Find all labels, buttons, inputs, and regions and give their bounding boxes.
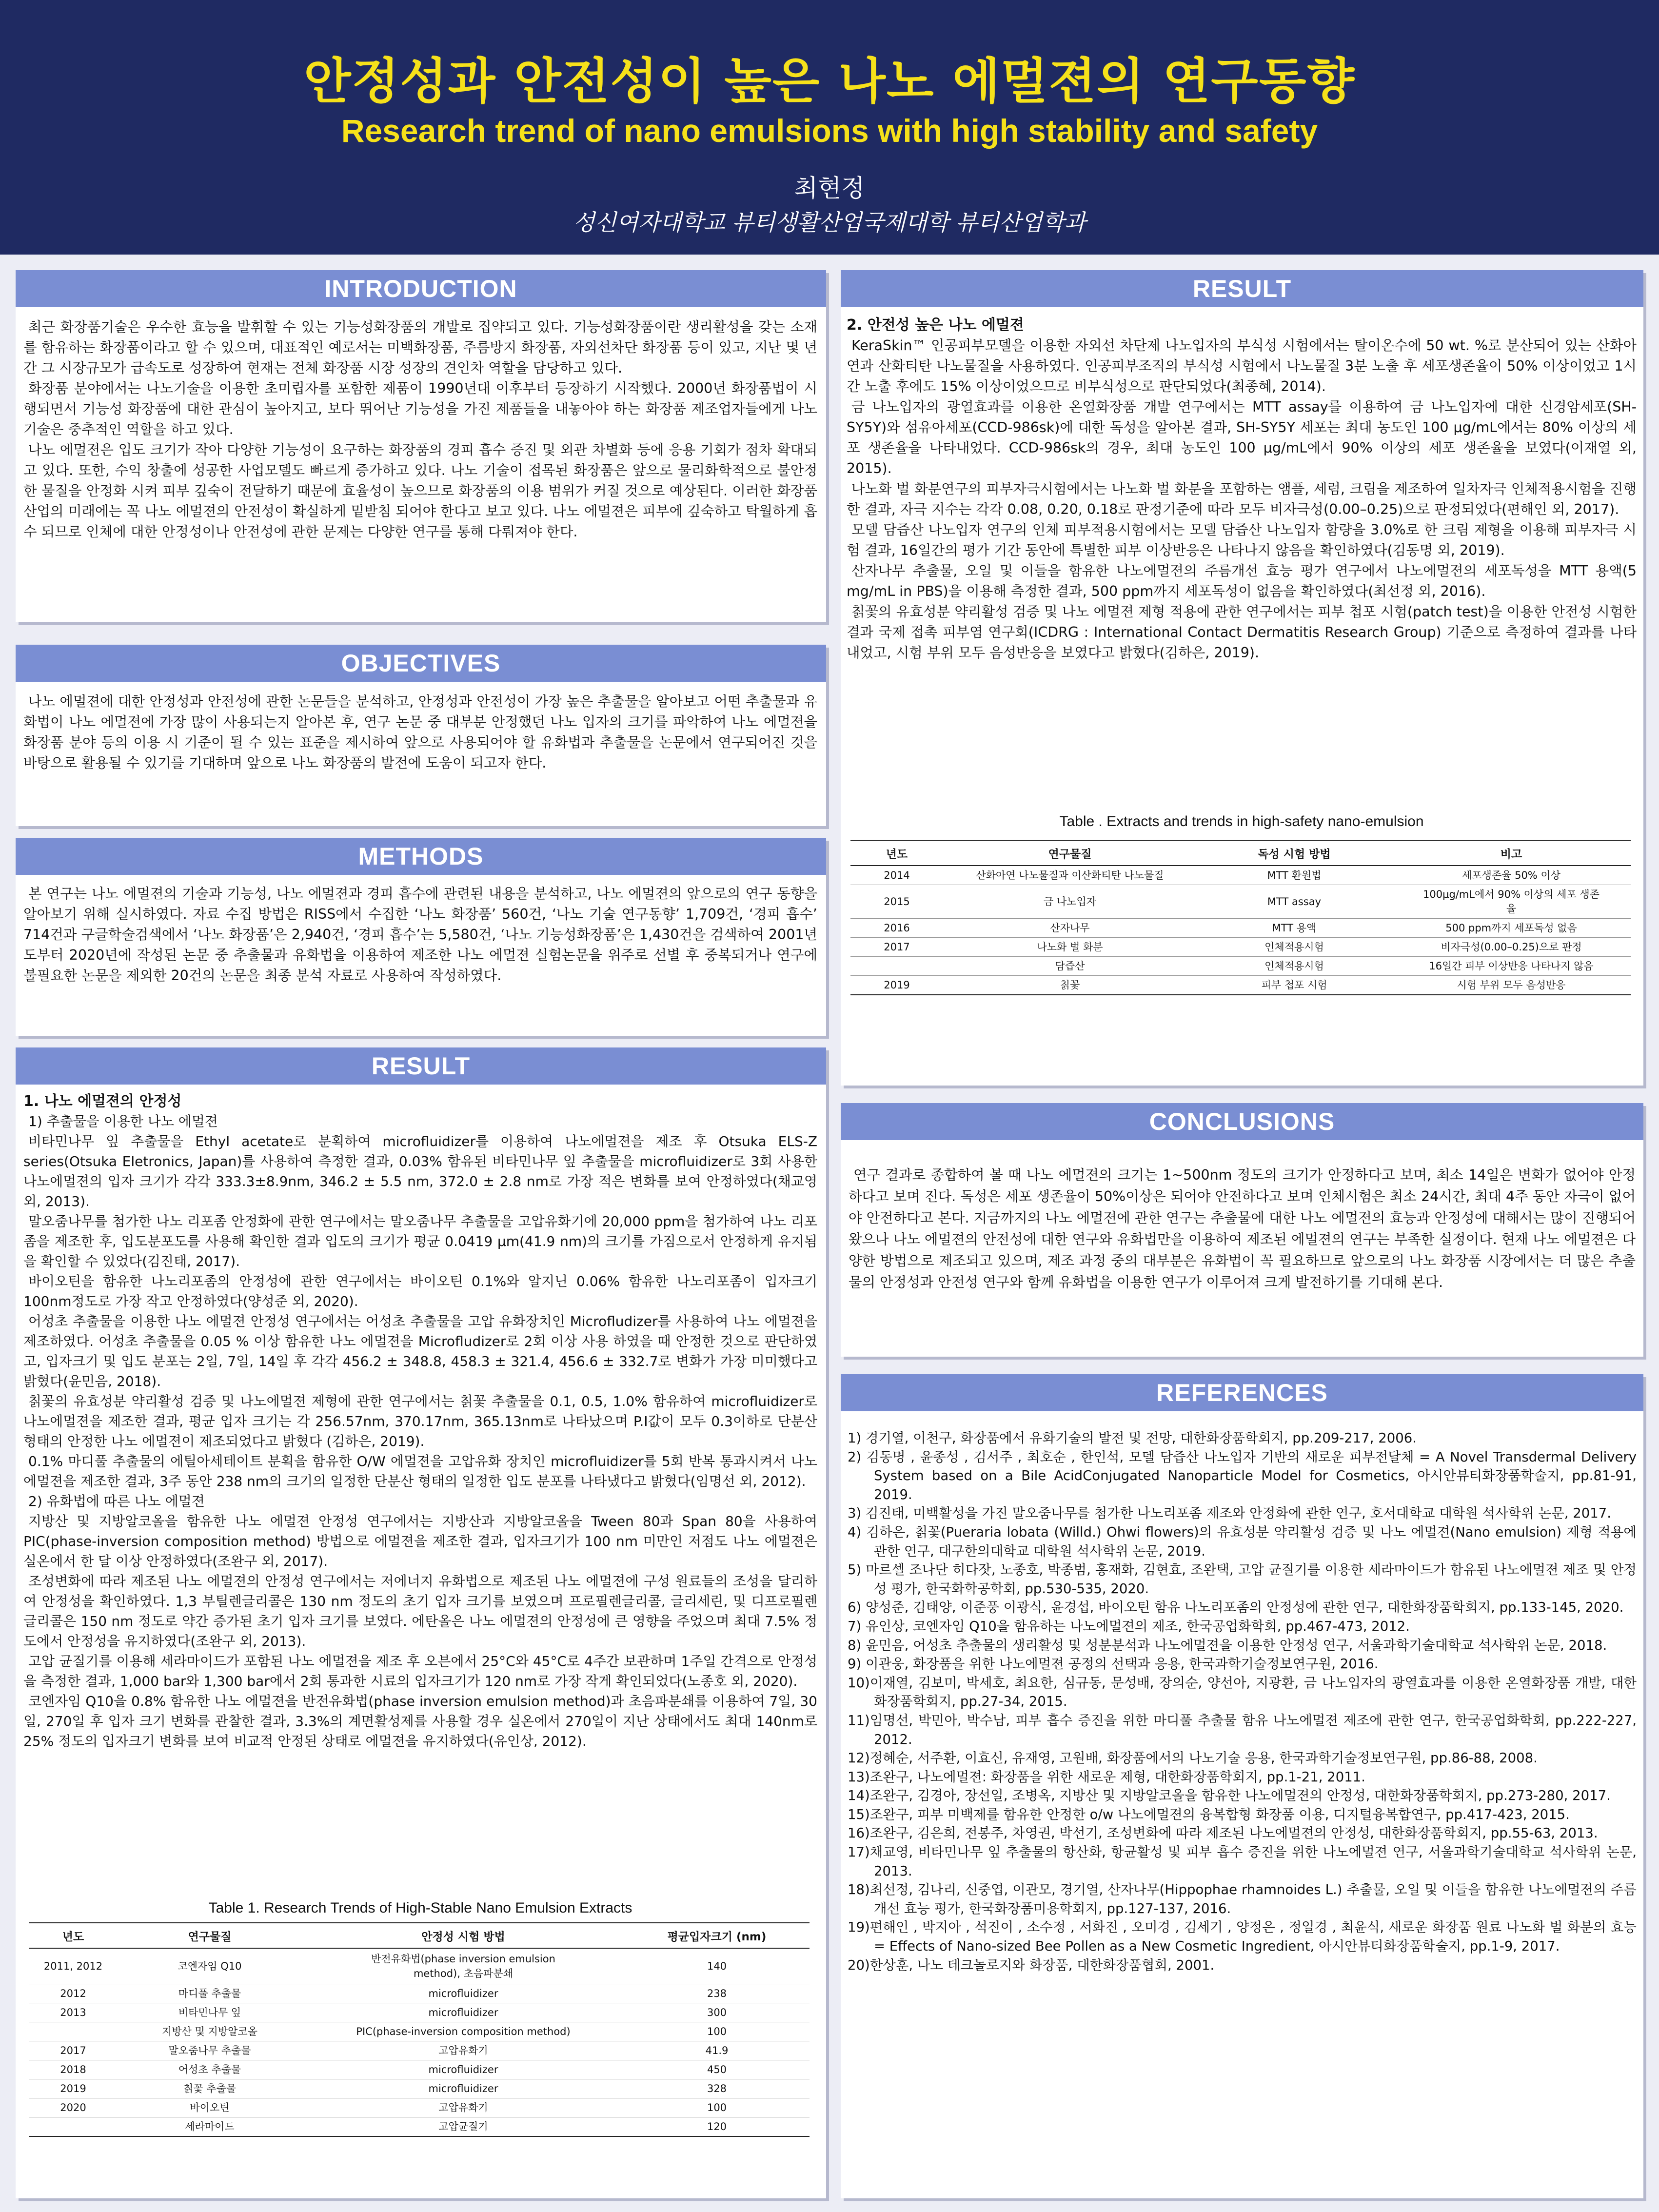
result-section-title: 2. 안전성 높은 나노 에멀젼 (847, 316, 1024, 334)
result-paragraph: 조성변화에 따라 제조된 나노 에멀젼의 안정성 연구에서는 저에너지 유화법으로 제조된 나노 에멀젼에 구성 원료들의 조성을 달리하여 안정성을 확인하였다. 1,3 부틸렌글리콜은 130 nm 정도의 초기 입자 크기를 보였으며 프로필렌글리콜, 글리세린, 및 디프로필렌글리콜은 150 nm 정도로 약간 증가된 초기 입자 크기를 보였다. 에탄올은 나노 에멀젼의 안정성에 큰 영향을 주었으며 최대 7.5% 정도에서 안정성을 유지하였다(조완구 외, 2013). (23, 1573, 817, 1649)
table-cell: 고압유화기 (302, 2041, 624, 2060)
objectives-paragraph: 나노 에멀젼에 대한 안정성과 안전성에 관한 논문들을 분석하고, 안정성과 안전성이 가장 높은 추출물을 알아보고 어떤 추출물과 유화법이 나노 에멀젼에 가장 많이 사용되는지 알아본 후, 연구 논문 중 대부분 안정했던 나노 입자의 크기를 파악하여 나노 에멀젼을 화장품 분야 등의 이용 시 기준이 될 수 있는 표준을 제시하여 앞으로 사용되어야 할 유화법과 추출물을 논문에서 연구되어진 것을 바탕으로 활용될 수 있기를 기대하며 앞으로 나노 화장품의 발전에 도움이 되고자 한다. (23, 693, 817, 771)
table-cell: microfluidizer (302, 2060, 624, 2079)
table-cell: microfluidizer (302, 2003, 624, 2022)
reference-item: 13)조완구, 나노에멀젼: 화장품을 위한 새로운 제형, 대한화장품학회지, pp.1-21, 2011. (848, 1769, 1365, 1785)
table-cell: 비자극성(0.00–0.25)으로 판정 (1392, 938, 1631, 957)
table-cell: 칡꽃 (943, 976, 1197, 995)
table-cell: 2013 (29, 2003, 117, 2022)
table-cell: PIC(phase-inversion composition method) (302, 2022, 624, 2041)
conclusions-body (849, 1165, 1636, 1293)
table-header-row (850, 840, 1631, 866)
table-cell: 2016 (850, 919, 943, 938)
table-cell: 산화아연 나노물질과 이산화티탄 나노물질 (943, 866, 1197, 885)
methods-heading: METHODS (16, 838, 826, 875)
result-paragraph: 지방산 및 지방알코올을 함유한 나노 에멀젼 안정성 연구에서는 지방산과 지방알코올을 Tween 80과 Span 80을 사용하여 PIC(phase-inversion composition method) 방법으로 에멀젼을 제조한 결과, 입자크기가 100 nm 미만인 저점도 나노 에멀젼은 실온에서 한 달 이상 안정하였다(조완구 외, 2017). (23, 1513, 817, 1569)
table-cell: 담즙산 (943, 957, 1197, 976)
table-cell: MTT 환원법 (1197, 866, 1392, 885)
result-subsection-title: 1) 추출물을 이용한 나노 에멀젼 (28, 1113, 218, 1129)
introduction-heading: INTRODUCTION (16, 270, 826, 307)
table-cell: 2020 (29, 2098, 117, 2117)
objectives-heading: OBJECTIVES (16, 645, 826, 682)
title-english: Research trend of nano emulsions with high stability and safety (341, 113, 1318, 149)
reference-item: 10)이재열, 김보미, 박세호, 최요한, 심규동, 문성배, 장의순, 양선아, 지광환, 금 나노입자의 광열효과를 이용한 온열화장품 개발, 대한화장품학회지, pp.27-34, 2015. (848, 1675, 1637, 1710)
table-header-cell: 평균입자크기 (nm) (624, 1923, 810, 1948)
table-cell: 2012 (29, 1984, 117, 2003)
table-cell: 2017 (850, 938, 943, 957)
result-paragraph: 모델 담즙산 나노입자 연구의 인체 피부적용시험에서는 모델 담즙산 나노입자 함량을 3.0%로 한 크림 제형을 이용해 피부자극 시험 결과, 16일간의 평가 기간 동안에 특별한 피부 이상반응은 나타나지 않음을 확인하였다(김동명 외, 2019). (847, 522, 1637, 558)
table-row (850, 866, 1631, 885)
table-header-cell: 년도 (850, 840, 943, 866)
table-row (850, 938, 1631, 957)
reference-item: 15)조완구, 피부 미백제를 함유한 안정한 o/w 나노에멀젼의 융복합형 화장품 이용, 디지털융복합연구, pp.417-423, 2015. (848, 1806, 1570, 1822)
table-row (29, 2022, 810, 2041)
table2 (850, 840, 1631, 995)
result-paragraph: 어성초 추출물을 이용한 나노 에멀젼 안정성 연구에서는 어성초 추출물을 고압 유화장치인 Microfludizer를 사용하여 나노 에멀젼을 제조하였다. 어성초 추출물을 0.05 % 이상 함유한 나노 에멀젼을 Microfludizer로 2회 이상 사용 하였을 때 안정한 것으로 판단하였고, 입자크기 및 입도 분포는 2일, 7일, 14일 후 각각 456.2 ± 348.8, 458.3 ± 321.4, 456.6 ± 332.7로 변화가 가장 미미했다고 밝혔다(윤민음, 2018). (23, 1313, 817, 1389)
table-cell: 120 (624, 2117, 810, 2137)
table-cell: 500 ppm까지 세포독성 없음 (1392, 919, 1631, 938)
table-cell: 비타민나무 잎 (117, 2003, 302, 2022)
table-row (29, 2079, 810, 2098)
table-header-cell: 안정성 시험 방법 (302, 1923, 624, 1948)
table-cell: 바이오틴 (117, 2098, 302, 2117)
reference-item: 12)정혜순, 서주환, 이효신, 유재영, 고원배, 화장품에서의 나노기술 응용, 한국과학기술정보연구원, pp.86-88, 2008. (848, 1750, 1538, 1766)
table-row (29, 1948, 810, 1984)
table-row (29, 2003, 810, 2022)
reference-item: 4) 김하은, 칡꽃(Pueraria lobata (Willd.) Ohwi flowers)의 유효성분 약리활성 검증 및 나노 에멀젼(Nano emulsion) 제형 적용에 관한 연구, 대구한의대학교 대학원 석사학위 논문, 2019. (848, 1524, 1637, 1559)
table-cell: 나노화 벌 화분 (943, 938, 1197, 957)
table-row (29, 2117, 810, 2137)
result-paragraph: 바이오틴을 함유한 나노리포좀의 안정성에 관한 연구에서는 바이오틴 0.1%와 알지닌 0.06% 함유한 나노리포좀이 입자크기 100nm정도로 가장 작고 안정하였다(양성준 외, 2020). (23, 1273, 817, 1309)
result-left-body (23, 1091, 817, 1751)
introduction-paragraph: 최근 화장품기술은 우수한 효능을 발휘할 수 있는 기능성화장품의 개발로 집약되고 있다. 기능성화장품이란 생리활성을 갖는 소재를 함유하는 화장품이라고 할 수 있으며, 대표적인 예로서는 미백화장품, 주름방지 화장품, 자외선차단 화장품 등이 있고, 지난 몇 년간 그 시장규모가 급속도로 성장하여 현재는 전체 화장품 시장 성장의 견인차 역할을 담당하고 있다. (23, 319, 817, 376)
reference-item: 8) 윤민음, 어성초 추출물의 생리활성 및 성분분석과 나노에멀젼을 이용한 안정성 연구, 서울과학기술대학교 석사학위 논문, 2018. (848, 1637, 1607, 1653)
table-header-row (29, 1923, 810, 1948)
result-paragraph: 칡꽃의 유효성분 약리활성 검증 및 나노 에멀젼 제형 적용에 관한 연구에서는 피부 첩포 시험(patch test)을 이용한 안전성 시험한 결과 국제 접촉 피부염 연구회(ICDRG : International Contact Dermatitis Research Group) 기준으로 측정하여 결과를 나타내었고, 시험 부위 모두 음성반응을 보였다고 밝혔다(김하은, 2019). (847, 604, 1637, 661)
table1-caption: Table 1. Research Trends of High-Stable Nano Emulsion Extracts (208, 1900, 632, 1916)
table-cell: 328 (624, 2079, 810, 2098)
reference-item: 7) 유인상, 코엔자임 Q10을 함유하는 나노에멀젼의 제조, 한국공업화학회, pp.467-473, 2012. (848, 1618, 1410, 1634)
table-cell: 2014 (850, 866, 943, 885)
table-cell: 2019 (29, 2079, 117, 2098)
table-row (850, 957, 1631, 976)
table-cell: MTT 용액 (1197, 919, 1392, 938)
reference-item: 1) 경기열, 이천구, 화장품에서 유화기술의 발전 및 전망, 대한화장품학회지, pp.209-217, 2006. (848, 1430, 1417, 1446)
table-cell: 어성초 추출물 (117, 2060, 302, 2079)
table-cell: microfluidizer (302, 1984, 624, 2003)
table1 (29, 1922, 810, 2137)
reference-item: 17)채교영, 비타민나무 잎 추출물의 항산화, 항균활성 및 피부 흡수 증진을 위한 나노에멀젼 연구, 서울과학기술대학교 석사학위 논문, 2013. (848, 1844, 1637, 1879)
reference-item: 11)임명선, 박민아, 박수남, 피부 흡수 증진을 위한 마디풀 추출물 함유 나노에멀젼 제조에 관한 연구, 한국공업화학회, pp.222-227, 2012. (848, 1712, 1637, 1747)
table2-caption: Table . Extracts and trends in high-safety nano-emulsion (1059, 813, 1424, 830)
table-row (850, 919, 1631, 938)
reference-item: 19)편해인 , 박지아 , 석진이 , 소수정 , 서화진 , 오미경 , 김세기 , 양정은 , 정일경 , 최윤식, 새로운 화장품 원료 나노화 벌 화분의 효능 = Effects of Nano-sized Bee Pollen as a New Cosmetic Ingredient, 아시안뷰티화장품학술지, pp.1-9, 2017. (848, 1919, 1637, 1955)
introduction-body (23, 317, 817, 542)
table-header-cell: 독성 시험 방법 (1197, 840, 1392, 866)
table-cell: 2019 (850, 976, 943, 995)
table-cell: 2011, 2012 (29, 1948, 117, 1984)
table-cell: 450 (624, 2060, 810, 2079)
poster-header (0, 0, 1659, 255)
table-cell: 말오줌나무 추출물 (117, 2041, 302, 2060)
result-paragraph: 코엔자임 Q10을 0.8% 함유한 나노 에멀젼을 반전유화법(phase inversion emulsion method)과 초음파분쇄를 이용하여 7일, 30일, 270일 후 입자 크기 변화를 관찰한 결과, 3.3%의 계면활성제를 사용할 경우 실온에서 270일이 지난 상태에서도 최대 140nm로 25% 정도의 입자크기 변화를 보여 비교적 안정된 상태로 에멀젼을 유지하였다(유인상, 2012). (23, 1693, 817, 1749)
table-cell (29, 2117, 117, 2137)
table-cell: MTT assay (1197, 885, 1392, 919)
table-cell: 2015 (850, 885, 943, 919)
table-cell: 100 (624, 2022, 810, 2041)
table-cell (850, 957, 943, 976)
reference-item: 5) 마르셀 조나단 히다잣, 노종호, 박종범, 홍재화, 김현효, 조완택, 고압 균질기를 이용한 세라마이드가 함유된 나노에멀젼 제조 및 안정성 평가, 한국화학공학회, pp.530-535, 2020. (848, 1562, 1637, 1597)
conclusions-heading: CONCLUSIONS (841, 1103, 1643, 1140)
table-header-cell: 연구물질 (943, 840, 1197, 866)
introduction-paragraph: 화장품 분야에서는 나노기술을 이용한 초미립자를 포함한 제품이 1990년대 이후부터 등장하기 시작했다. 2000년 화장품법이 시행되면서 기능성 화장품에 대한 관심이 높아지고, 보다 뛰어난 기능성을 가진 제품들을 내놓아야 하는 화장품 제조업자들에게 나노기술은 중추적인 역할을 하고 있다. (23, 380, 817, 437)
references-list (848, 1429, 1637, 1975)
table-header-cell: 년도 (29, 1923, 117, 1948)
table-row (850, 885, 1631, 919)
table-cell: 고압균질기 (302, 2117, 624, 2137)
result-left-heading: RESULT (16, 1047, 826, 1085)
table-cell: 41.9 (624, 2041, 810, 2060)
reference-item: 9) 이관웅, 화장품을 위한 나노에멀젼 공정의 선택과 응용, 한국과학기술정보연구원, 2016. (848, 1656, 1379, 1672)
table-cell (29, 2022, 117, 2041)
methods-body (23, 884, 817, 986)
title-korean: 안정성과 안전성이 높은 나노 에멀젼의 연구동향 (303, 53, 1356, 110)
table-cell: 100μg/mL에서 90% 이상의 세포 생존율 (1392, 885, 1631, 919)
result-paragraph: 칡꽃의 유효성분 약리활성 검증 및 나노에멀젼 제형에 관한 연구에서는 칡꽃 추출물을 0.1, 0.5, 1.0% 함유하여 microfluidizer로 나노에멀젼을 제조한 결과, 평균 입자 크기는 각 256.57nm, 370.17nm, 365.13nm로 나타났으며 P.I값이 모두 0.3이하로 단분산 형태의 안정한 나노 에멀젼이 제조되었다고 밝혔다 (김하은, 2019). (23, 1393, 817, 1449)
table-cell: microfluidizer (302, 2079, 624, 2098)
result-right-heading: RESULT (841, 270, 1643, 307)
table-cell: 지방산 및 지방알코올 (117, 2022, 302, 2041)
table-cell: 세포생존율 50% 이상 (1392, 866, 1631, 885)
reference-item: 14)조완구, 김경아, 장선일, 조병옥, 지방산 및 지방알코올을 함유한 나노에멀젼의 안정성, 대한화장품학회지, pp.273-280, 2017. (848, 1788, 1611, 1804)
table-cell: 16일간 피부 이상반응 나타나지 않음 (1392, 957, 1631, 976)
table-cell: 238 (624, 1984, 810, 2003)
reference-item: 2) 김동명 , 윤종성 , 김서주 , 최호순 , 한인석, 모델 담즙산 나노입자 기반의 새로운 피부전달체 = A Novel Transdermal Delivery System based on a Bile AcidConjugated Nanoparticle Model for Cosmetics, 아시안뷰티화장품학술지, pp.81-91, 2019. (848, 1449, 1637, 1502)
author: 최현정 (794, 174, 865, 202)
table-cell: 반전유화법(phase inversion emulsion method), 초음파분쇄 (302, 1948, 624, 1984)
table-row (29, 1984, 810, 2003)
result-subsection-title: 2) 유화법에 따른 나노 에멀젼 (28, 1493, 205, 1509)
table-cell: 칡꽃 추출물 (117, 2079, 302, 2098)
result-paragraph: 금 나노입자의 광열효과를 이용한 온열화장품 개발 연구에서는 MTT assay를 이용하여 금 나노입자에 대한 신경암세포(SH-SY5Y)와 섬유아세포(CCD-986sk)에 대한 독성을 알아본 결과, SH-SY5Y 세포는 최대 농도인 100 μg/mL에서는 80% 이상의 세포 생존율을 나타내었다. CCD-986sk의 경우, 최대 농도인 100 μg/mL에서 90% 이상의 세포 생존율을 보였다(이재열 외, 2015). (847, 399, 1637, 476)
table-cell: 2018 (29, 2060, 117, 2079)
table-cell: 피부 첩포 시험 (1197, 976, 1392, 995)
result-paragraph: 0.1% 마디풀 추출물의 에틸아세테이트 분획을 함유한 O/W 에멀젼을 고압유화 장치인 microfluidizer를 5회 반복 통과시켜서 나노 에멀젼을 제조한 결과, 3주 동안 238 nm의 크기의 일정한 단분산 형태의 일정한 입도 분포를 나타냈다고 밝혔다(임명선 외, 2012). (23, 1453, 817, 1489)
table-cell: 산자나무 (943, 919, 1197, 938)
introduction-paragraph: 나노 에멀젼은 입도 크기가 작아 다양한 기능성이 요구하는 화장품의 경피 흡수 증진 및 외관 차별화 등에 응용 기회가 점차 확대되고 있다. 또한, 수익 창출에 성공한 사업모델도 빠르게 증가하고 있다. 나노 기술이 접목된 화장품은 앞으로 물리화학적으로 불안정한 물질을 안정화 시켜 피부 깊숙이 전달하기 때문에 효율성이 높으므로 화장품의 이용 범위가 커질 것으로 예상된다. 이러한 화장품 산업의 미래에는 꼭 나노 에멀젼의 안전성이 확실하게 밑받침 되어야 한다고 보고 있다. 나노 에멀젼은 피부에 깊숙하고 탁월하게 흡수 되므로 인체에 대한 안정성이나 안전성에 관한 문제는 다양한 연구를 통해 다뤄져야 한다. (23, 442, 817, 540)
reference-item: 6) 양성준, 김태양, 이준풍 이광식, 윤경섭, 바이오틴 함유 나노리포좀의 안정성에 관한 연구, 대한화장품학회지, pp.133-145, 2020. (848, 1600, 1624, 1616)
conclusions-paragraph: 연구 결과로 종합하여 볼 때 나노 에멀젼의 크기는 1~500nm 정도의 크기가 안정하다고 보며, 최소 14일은 변화가 없어야 안정하다고 보며 진다. 독성은 세포 생존율이 50%이상은 되어야 안전하다고 보며 인체시험은 최소 24시간, 최대 4주 동안 자극이 없어야 안전하다고 본다. 지금까지의 나노 에멀젼에 관한 연구는 추출물에 대한 나노 에멀젼의 효능과 안정성에 대해서는 많이 진행되어 왔으나 나노 에멀젼의 안전성에 대한 연구와 유화법만을 이용하여 제조된 에멀젼의 연구는 부족한 실정이다. 현재 나노 에멀젼은 다양한 방법으로 제조되고 있으며, 제조 과정 중의 대부분은 유화법이 꼭 필요하므로 앞으로의 나노 화장품 시장에서는 더 많은 추출물의 안정성과 안전성 연구와 함께 유화법을 이용한 연구가 이루어져 크게 발전하기를 기대해 본다. (849, 1167, 1636, 1290)
result-paragraph: 고압 균질기를 이용해 세라마이드가 포함된 나노 에멀젼을 제조 후 오븐에서 25°C와 45°C로 4주간 보관하며 1주일 간격으로 안정성을 측정한 결과, 1,000 bar와 1,300 bar에서 2회 통과한 시료의 입자크기가 120 nm로 가장 작게 확인되었다(노종호 외, 2020). (23, 1653, 817, 1689)
table-cell: 인체적용시험 (1197, 938, 1392, 957)
result-paragraph: 비타민나무 잎 추출물을 Ethyl acetate로 분획하여 microfluidizer를 이용하여 나노에멀젼을 제조 후 Otsuka ELS-Z series(Otsuka Eletronics, Japan)를 사용하여 측정한 결과, 0.03% 함유된 비타민나무 잎 추출물을 microfluidizer로 3회 사용한 나노에멀젼의 입자 크기가 각각 333.3±8.9nm, 346.2 ± 5.5 nm, 372.0 ± 2.8 nm로 가장 적은 변화를 보여 안정하였다(채교영 외, 2013). (23, 1133, 817, 1209)
methods-paragraph: 본 연구는 나노 에멀젼의 기술과 기능성, 나노 에멀젼과 경피 흡수에 관련된 내용을 분석하고, 나노 에멀젼의 앞으로의 연구 동향을 알아보기 위해 실시하였다. 자료 수집 방법은 RISS에서 수집한 ‘나노 화장품’ 560건, ‘나노 기술 연구동향’ 1,709건, ‘경피 흡수’ 714건과 구글학술검색에서 ‘나노 화장품’은 2,940건, ‘경피 흡수’는 5,580건, ‘나노 기능성화장품’은 1,430건을 검색하여 2001년도부터 2020년에 작성된 논문 중 추출물과 유화법을 이용하여 제조한 나노 에멀젼 실험논문을 위주로 선별 후 중복되거나 연구에 불필요한 논문을 제외한 20건의 논문을 최종 분석 자료로 사용하여 작성하였다. (23, 886, 817, 984)
table-cell: 마디풀 추출물 (117, 1984, 302, 2003)
reference-item: 18)최선정, 김나리, 신중엽, 이관모, 경기열, 산자나무(Hippophae rhamnoides L.) 추출물, 오일 및 이들을 함유한 나노에멀젼의 주름개선 효능 평가, 한국화장품미용학회지, pp.127-137, 2016. (848, 1882, 1637, 1916)
reference-item: 20)한상훈, 나노 테크놀로지와 화장품, 대한화장품협회, 2001. (848, 1957, 1215, 1973)
result-paragraph: 산자나무 추출물, 오일 및 이들을 함유한 나노에멀젼의 주름개선 효능 평가 연구에서 나노에멀젼의 세포독성을 MTT 용액(5 mg/mL in PBS)을 이용해 측정한 결과, 500 ppm까지 세포독성이 없음을 확인하였다(최선정 외, 2016). (847, 563, 1637, 599)
table-header-cell: 비고 (1392, 840, 1631, 866)
table-row (850, 976, 1631, 995)
table-cell: 세라마이드 (117, 2117, 302, 2137)
table-row (29, 2098, 810, 2117)
result-section-title: 1. 나노 에멀젼의 안정성 (23, 1093, 182, 1110)
table-row (29, 2041, 810, 2060)
table-cell: 140 (624, 1948, 810, 1984)
result-paragraph: KeraSkin™ 인공피부모델을 이용한 자외선 차단제 나노입자의 부식성 시험에서는 탈이온수에 50 wt. %로 분산되어 있는 산화아연과 산화티탄 나노물질을 사용하였다. 인공피부조직의 부식성 시험에서 나노물질 3분 노출 후 세포생존율이 50% 이상이었고 1시간 노출 후에도 15% 이상이었으므로 비부식성으로 판단되었다(최종혜, 2014). (847, 337, 1637, 395)
affiliation: 성신여자대학교 뷰티생활산업국제대학 뷰티산업학과 (573, 209, 1086, 236)
result-right-body (847, 315, 1637, 663)
table-cell: 고압유화기 (302, 2098, 624, 2117)
table-cell: 인체적용시험 (1197, 957, 1392, 976)
objectives-body (23, 691, 817, 773)
result-paragraph: 나노화 벌 화분연구의 피부자극시험에서는 나노화 벌 화분을 포함하는 앰플, 세럼, 크림을 제조하여 일차자극 인체적용시험을 진행한 결과, 자극 지수는 각각 0.08, 0.20, 0.18로 판정기준에 따라 모두 비자극성(0.00–0.25)으로 판정되었다(편해인 외, 2017). (847, 481, 1637, 517)
table-cell: 시험 부위 모두 음성반응 (1392, 976, 1631, 995)
reference-item: 3) 김진태, 미백활성을 가진 말오줌나무를 첨가한 나노리포좀 제조와 안정화에 관한 연구, 호서대학교 대학원 석사학위 논문, 2017. (848, 1505, 1611, 1521)
table-cell: 금 나노입자 (943, 885, 1197, 919)
table-cell: 100 (624, 2098, 810, 2117)
table-row (29, 2060, 810, 2079)
result-paragraph: 말오줌나무를 첨가한 나노 리포좀 안정화에 관한 연구에서는 말오줌나무 추출물을 고압유화기에 20,000 ppm을 첨가하여 나노 리포좀을 제조한 후, 입도분포도를 사용해 확인한 결과 입도의 크기가 평균 0.0419 μm(41.9 nm)의 크기를 가짐으로서 안정하게 유지됨을 확인할 수 있었다(김진태, 2017). (23, 1213, 817, 1269)
reference-item: 16)조완구, 김은희, 전봉주, 차영권, 박선기, 조성변화에 따라 제조된 나노에멀젼의 안정성, 대한화장품학회지, pp.55-63, 2013. (848, 1825, 1598, 1841)
table-header-cell: 연구물질 (117, 1923, 302, 1948)
table-cell: 300 (624, 2003, 810, 2022)
table-cell: 코엔자임 Q10 (117, 1948, 302, 1984)
references-heading: REFERENCES (841, 1374, 1643, 1411)
table-cell: 2017 (29, 2041, 117, 2060)
